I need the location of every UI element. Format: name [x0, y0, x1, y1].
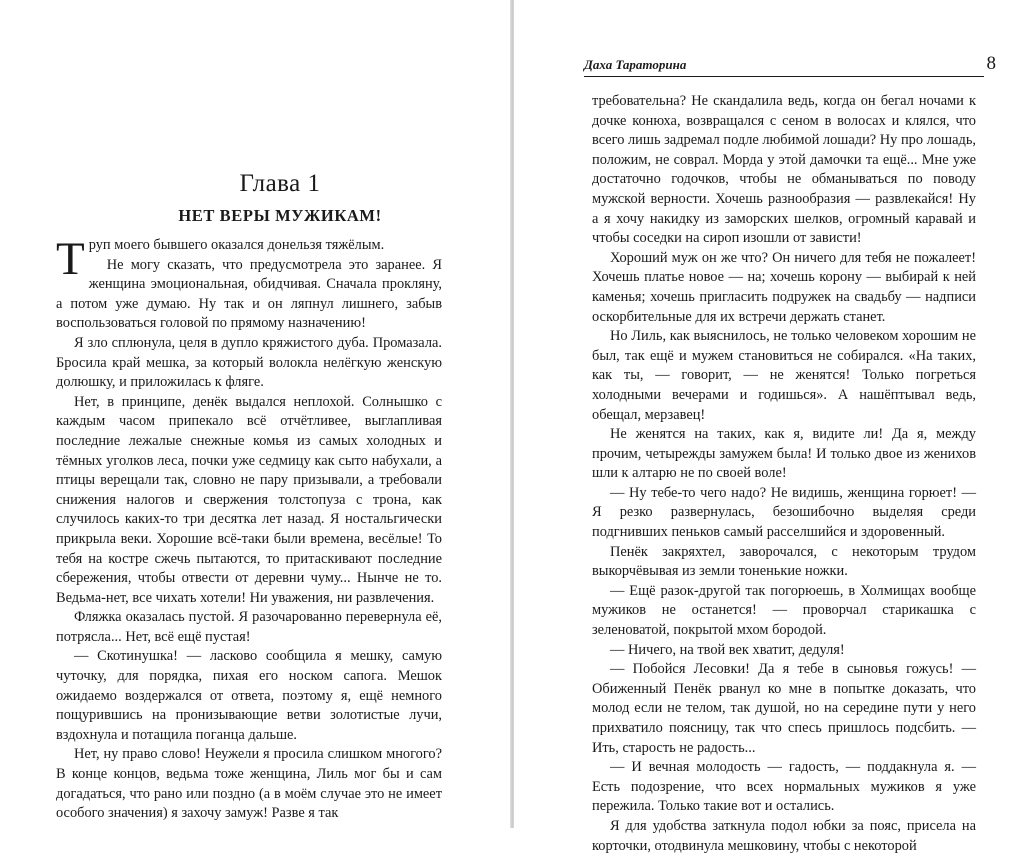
- paragraph: — И вечная молодость — гадость, — поддакнула я. — Есть подозрение, что всех нормальных мужиков я уже пережила. Только такие вот и остались.: [592, 759, 976, 815]
- paragraph: Я зло сплюнула, целя в дупло кряжистого дуба. Промазала. Бросила край мешка, за который волокла нелёгкую женскую долюшку, и приложилась к фляге.: [56, 334, 442, 391]
- paragraph: Не могу сказать, что предусмотрела это заранее. Я женщина эмоциональная, обидчивая. Сначала прокляну, а потом уже думаю. Ну так и он ляпнул лишнего, забыв воспользоваться головой по прямому назначению!: [56, 256, 442, 332]
- paragraph: Нет, в принципе, денёк выдался неплохой. Солнышко с каждым часом припекало всё отчётливее, выглапливая последние лежалые снежные комья из самых холодных и тёмных уголков леса, почки уже седмицу как сыто набухали, а птицы верещали так, словно не пару призывали, а требовали снижения налогов и свержения толстопуза с трона, как случилось каких-то три десятка лет назад. Я ностальгически прикрыла веки. Хорошие всё-таки были времена, весёлые! То тебя на костре сжечь пытаются, то притаскивают последние сбережения, чтобы отвести от деревни чуму... Нынче не то. Ведьма-нет, все чихать хотели! Ни уважения, ни развлечения.: [56, 393, 442, 606]
- paragraph: Фляжка оказалась пустой. Я разочарованно перевернула её, потрясла... Нет, всё ещё пустая!: [56, 609, 442, 645]
- paragraph: Хороший муж он же что? Он ничего для тебя не пожалеет! Хочешь платье новое — на; хочешь корону — выбирай к ней каменья; хочешь пригласить подружек на свадьбу — надписи оскорбительные для их встречи держать станет.: [592, 249, 976, 325]
- paragraph: Труп моего бывшего оказался донельзя тяжёлым.: [56, 233, 385, 285]
- drop-cap: Т: [56, 233, 85, 285]
- paragraph: — Скотинушка! — ласково сообщила я мешку, самую чуточку, для порядка, пихая его носком сапога. Мешок ожидаемо воздержался от ответа, поэтому я, ещё немного пощурившись на пронизывающие ветви золотистые лучи, вздохнула и потащила поганца дальше.: [56, 648, 442, 743]
- right-page-text: [592, 92, 976, 856]
- paragraph: Но Лиль, как выяснилось, не только человеком хорошим не был, так ещё и мужем становиться не собирался. «На таких, как ты, — говорит, — не женятся! Только погреться холодными вечерами и годишься». А нашёптывал ведь, обещал, мерзавец!: [592, 328, 976, 423]
- left-page-text: [56, 233, 442, 824]
- paragraph: — Побойся Лесовки! Да я тебе в сыновья гожусь! — Обиженный Пенёк рванул ко мне в попытке доказать, что молод если не телом, так душой, но на середине пути у него прихватило поясницу, так что спесь пришлось подсбить. — Ить, старость не радость...: [592, 661, 976, 756]
- right-page: [514, 0, 1028, 854]
- paragraph: требовательна? Не скандалила ведь, когда он бегал ночами к дочке конюха, возвращался с сеном в волосах и клялся, что всего лишь задремал подле любимой лошади? Ну про лошадь, положим, не соврал. Морда у этой дамочки та ещё... Мне уже достаточно годочков, чтобы не обманываться по поводу мужской верности. Хочешь разнообразия — развлекайся! Ну а я хочу накидку из заморских шелков, огромный каравай и чтобы соседки на сироп изошли от зависти!: [592, 93, 976, 247]
- paragraph: — Ну тебе-то чего надо? Не видишь, женщина горюет! — Я резко развернулась, безошибочно выделяя среди подгнивших пеньков самый расселшийся и здоровенный.: [592, 484, 976, 541]
- paragraph: Не женятся на таких, как я, видите ли! Да я, между прочим, четырежды замужем была! И только двое из женихов шли к алтарю не по своей воле!: [592, 426, 976, 482]
- chapter-label: Глава 1: [239, 170, 321, 197]
- paragraph: Я для удобства заткнула подол юбки за пояс, присела на корточки, отодвинула мешковину, чтобы с некоторой: [592, 817, 976, 854]
- left-page: [0, 0, 512, 828]
- paragraph: — Ещё разок-другой так погорюешь, в Холмищах вообще мужиков не останется! — проворчал старикашка с зеленоватой, покрытой мхом бородой.: [592, 582, 976, 639]
- running-head-author: Даха Тараторина: [584, 57, 687, 72]
- paragraph: Пенёк закряхтел, заворочался, с некоторым трудом выкорчёвывая из земли тоненькие ножки.: [592, 543, 976, 580]
- chapter-title: НЕТ ВЕРЫ МУЖИКАМ!: [178, 206, 382, 225]
- page-number: 8: [986, 53, 996, 74]
- paragraph: Нет, ну право слово! Неужели я просила слишком многого? В конце концов, ведьма тоже женщина, Лиль мог бы и сам догадаться, что рано или поздно (а в моём случае это не имеет особого значения) я захочу замуж! Разве я так: [56, 746, 442, 822]
- paragraph: — Ничего, на твой век хватит, дедуля!: [610, 641, 845, 658]
- running-head: [584, 53, 996, 77]
